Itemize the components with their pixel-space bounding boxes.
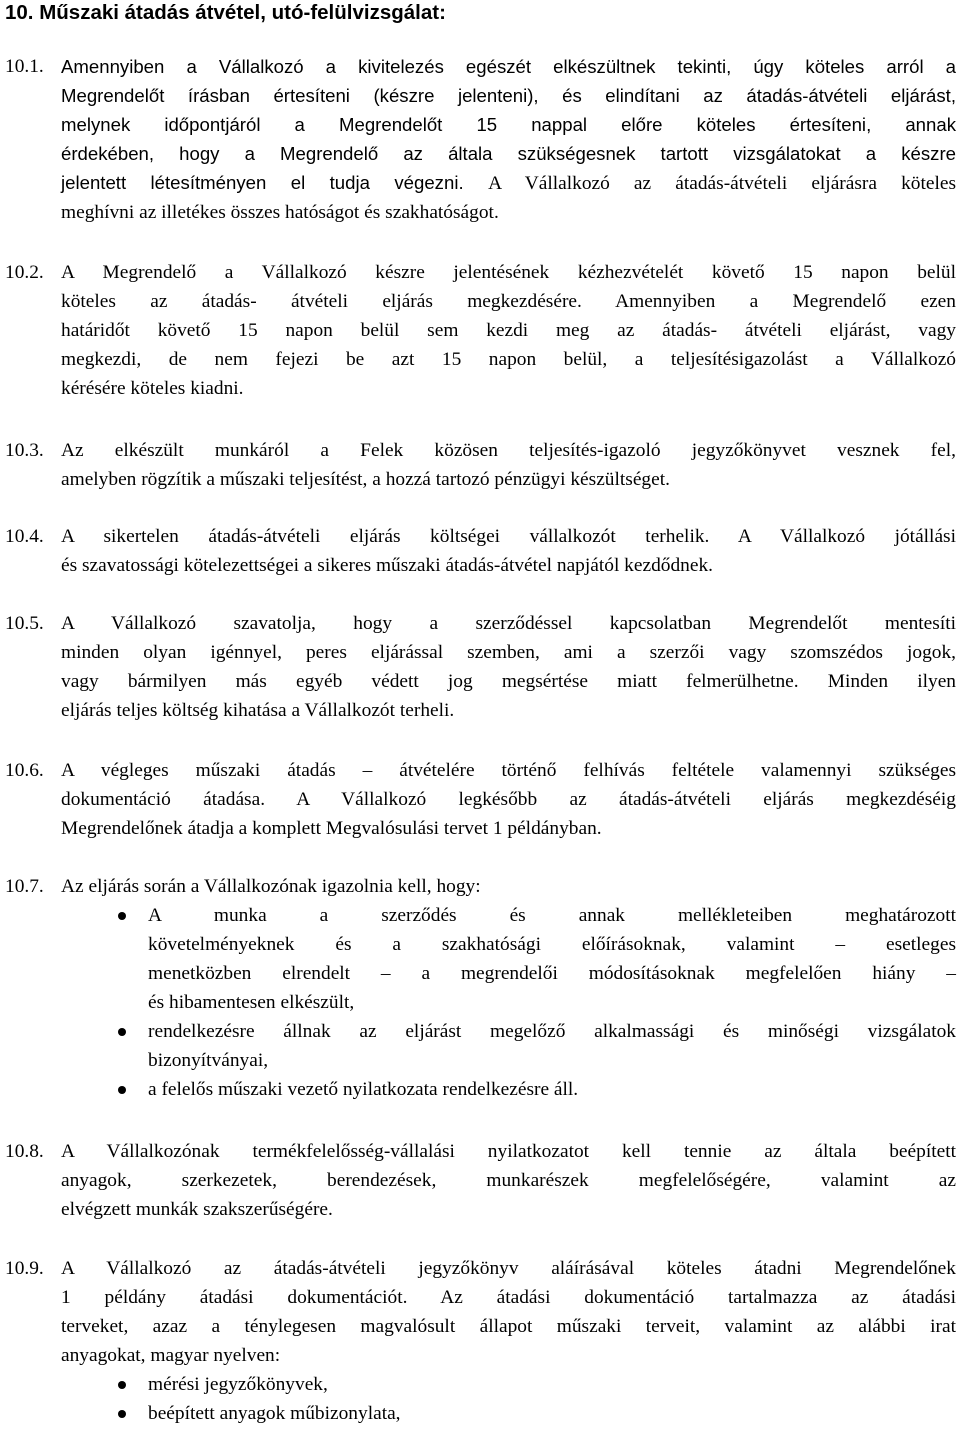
list-item: [0, 901, 960, 1017]
text-line: A Vállalkozónak termékfelelősség-vállalási nyilatkozatot kell tennie az általa beépített: [61, 1141, 956, 1162]
text-line: A munka a szerződés és annak mellékleteiben meghatározott: [148, 905, 956, 926]
text-line: követelményeknek és a szakhatósági előírásoknak, valamint – esetleges: [148, 934, 956, 955]
paragraph-number: 10.4.: [5, 526, 44, 547]
text-line-mixed: [61, 168, 956, 198]
paragraph-number: 10.1.: [5, 56, 44, 77]
text-line: és hibamentesen elkészült,: [148, 992, 355, 1013]
bullet-icon: [118, 1086, 126, 1094]
text-line: Amennyiben a Vállalkozó a kivitelezés egészét elkészültnek tekinti, úgy köteles arról a: [61, 56, 956, 77]
text-line: amelyben rögzítik a műszaki teljesítést, a hozzá tartozó pénzügyi készültséget.: [61, 469, 670, 490]
text-line: mérési jegyzőkönyvek,: [148, 1374, 328, 1395]
text-line: 1 példány átadási dokumentációt. Az átadási dokumentáció tartalmazza az átadási: [61, 1287, 956, 1308]
text-line: határidőt követő 15 napon belül sem kezdi meg az átadás- átvételi eljárást, vagy: [61, 320, 956, 341]
text-line: elvégzett munkák szakszerűségére.: [61, 1199, 333, 1220]
bullet-icon: [118, 1381, 126, 1389]
text-line: rendelkezésre állnak az eljárást megelőző alkalmassági és minőségi vizsgálatok: [148, 1021, 956, 1042]
paragraph-body: [61, 52, 956, 227]
bullet-icon: [118, 1410, 126, 1418]
list-item: [0, 1399, 960, 1428]
paragraph-body: [61, 436, 956, 494]
bullet-icon: [118, 912, 126, 920]
text-line: vagy bármilyen más egyéb védett jog megsértése miatt felmerülhetne. Minden ilyen: [61, 671, 956, 692]
text-line: eljárás teljes költség kihatása a Vállalkozót terheli.: [61, 700, 455, 721]
text-line: köteles az átadás- átvételi eljárás megkezdésére. Amennyiben a Megrendelő ezen: [61, 291, 956, 312]
text-line: A Vállalkozó szavatolja, hogy a szerződéssel kapcsolatban Megrendelőt mentesíti: [61, 613, 956, 634]
paragraph-number: 10.6.: [5, 760, 44, 781]
paragraph-body: [61, 609, 956, 725]
paragraph-number: 10.8.: [5, 1141, 44, 1162]
section-heading: 10. Műszaki átadás átvétel, utó-felülvizsgálat:: [5, 1, 446, 24]
text-line: A Megrendelő a Vállalkozó készre jelentésének kézhezvételét követő 15 napon belül: [61, 262, 956, 283]
paragraph-number: 10.9.: [5, 1258, 44, 1279]
list-item: [0, 1017, 960, 1075]
paragraph-number: 10.5.: [5, 613, 44, 634]
bullet-icon: [118, 1028, 126, 1036]
text-line: bizonyítványai,: [148, 1050, 269, 1071]
list-item: [0, 1370, 960, 1399]
text-line: Az elkészült munkáról a Felek közösen teljesítés-igazoló jegyzőkönyvet vesznek fel,: [61, 440, 956, 461]
list-item-text: [148, 1075, 956, 1104]
paragraph-body: [61, 258, 956, 403]
paragraph-body: [61, 756, 956, 843]
bullet-list: [0, 1370, 960, 1428]
list-item-text: [148, 1370, 956, 1399]
paragraph-body: [61, 1137, 956, 1224]
text-line: menetközben elrendelt – a megrendelői módosításoknak megfelelően hiány –: [148, 963, 956, 984]
text-line: Megrendelőnek átadja a komplett Megvalósulási tervet 1 példányban.: [61, 818, 602, 839]
text-line: anyagok, szerkezetek, berendezések, munkarészek megfelelőségére, valamint az: [61, 1170, 956, 1191]
text-line: Megrendelőt írásban értesíteni (készre jelenteni), és elindítani az átadás-átvételi eljárást,: [61, 85, 956, 106]
text-segment: A Vállalkozó az átadás-átvételi eljárásra köteles: [488, 173, 957, 194]
text-line: A végleges műszaki átadás – átvételére történő felhívás feltétele valamennyi szükséges: [61, 760, 956, 781]
bullet-list: [0, 901, 960, 1104]
list-item-text: [148, 1399, 956, 1428]
list-item-text: [148, 1017, 956, 1075]
list-item: [0, 1075, 960, 1104]
text-line: Az eljárás során a Vállalkozónak igazolnia kell, hogy:: [61, 876, 481, 897]
text-line: beépített anyagok műbizonylata,: [148, 1403, 401, 1424]
paragraph-body: [61, 522, 956, 580]
text-line: meghívni az illetékes összes hatóságot és szakhatóságot.: [61, 202, 499, 223]
paragraph-number: 10.2.: [5, 262, 44, 283]
text-line: anyagokat, magyar nyelven:: [61, 1345, 281, 1366]
text-line: A Vállalkozó az átadás-átvételi jegyzőkönyv aláírásával köteles átadni Megrendelőnek: [61, 1258, 956, 1279]
text-line: melynek időpontjáról a Megrendelőt 15 nappal előre köteles értesíteni, annak: [61, 114, 956, 135]
paragraph-number: 10.3.: [5, 440, 44, 461]
paragraph-number: 10.7.: [5, 876, 44, 897]
text-line: a felelős műszaki vezető nyilatkozata rendelkezésre áll.: [148, 1079, 579, 1100]
text-line: A sikertelen átadás-átvételi eljárás költségei vállalkozót terhelik. A Vállalkozó jótállási: [61, 526, 956, 547]
text-line: megkezdi, de nem fejezi be azt 15 napon belül, a teljesítésigazolást a Vállalkozó: [61, 349, 956, 370]
text-line: minden olyan igénnyel, peres eljárással szemben, ami a szerzői vagy szomszédos jogok,: [61, 642, 956, 663]
text-line: érdekében, hogy a Megrendelő az általa szükségesnek tartott vizsgálatokat a készre: [61, 143, 956, 164]
text-line: és szavatossági kötelezettségei a sikeres műszaki átadás-átvétel napjától kezdődnek.: [61, 555, 714, 576]
text-line: kérésére köteles kiadni.: [61, 378, 244, 399]
list-item-text: [148, 901, 956, 1017]
paragraph-body: [61, 872, 956, 901]
text-line: dokumentáció átadása. A Vállalkozó legkésőbb az átadás-átvételi eljárás megkezdéséig: [61, 789, 956, 810]
text-segment: jelentett létesítményen el tudja végezni.: [61, 172, 464, 193]
paragraph-body: [61, 1254, 956, 1370]
text-line: terveket, azaz a ténylegesen magvalósult állapot műszaki terveit, valamint az alábbi irat: [61, 1316, 956, 1337]
